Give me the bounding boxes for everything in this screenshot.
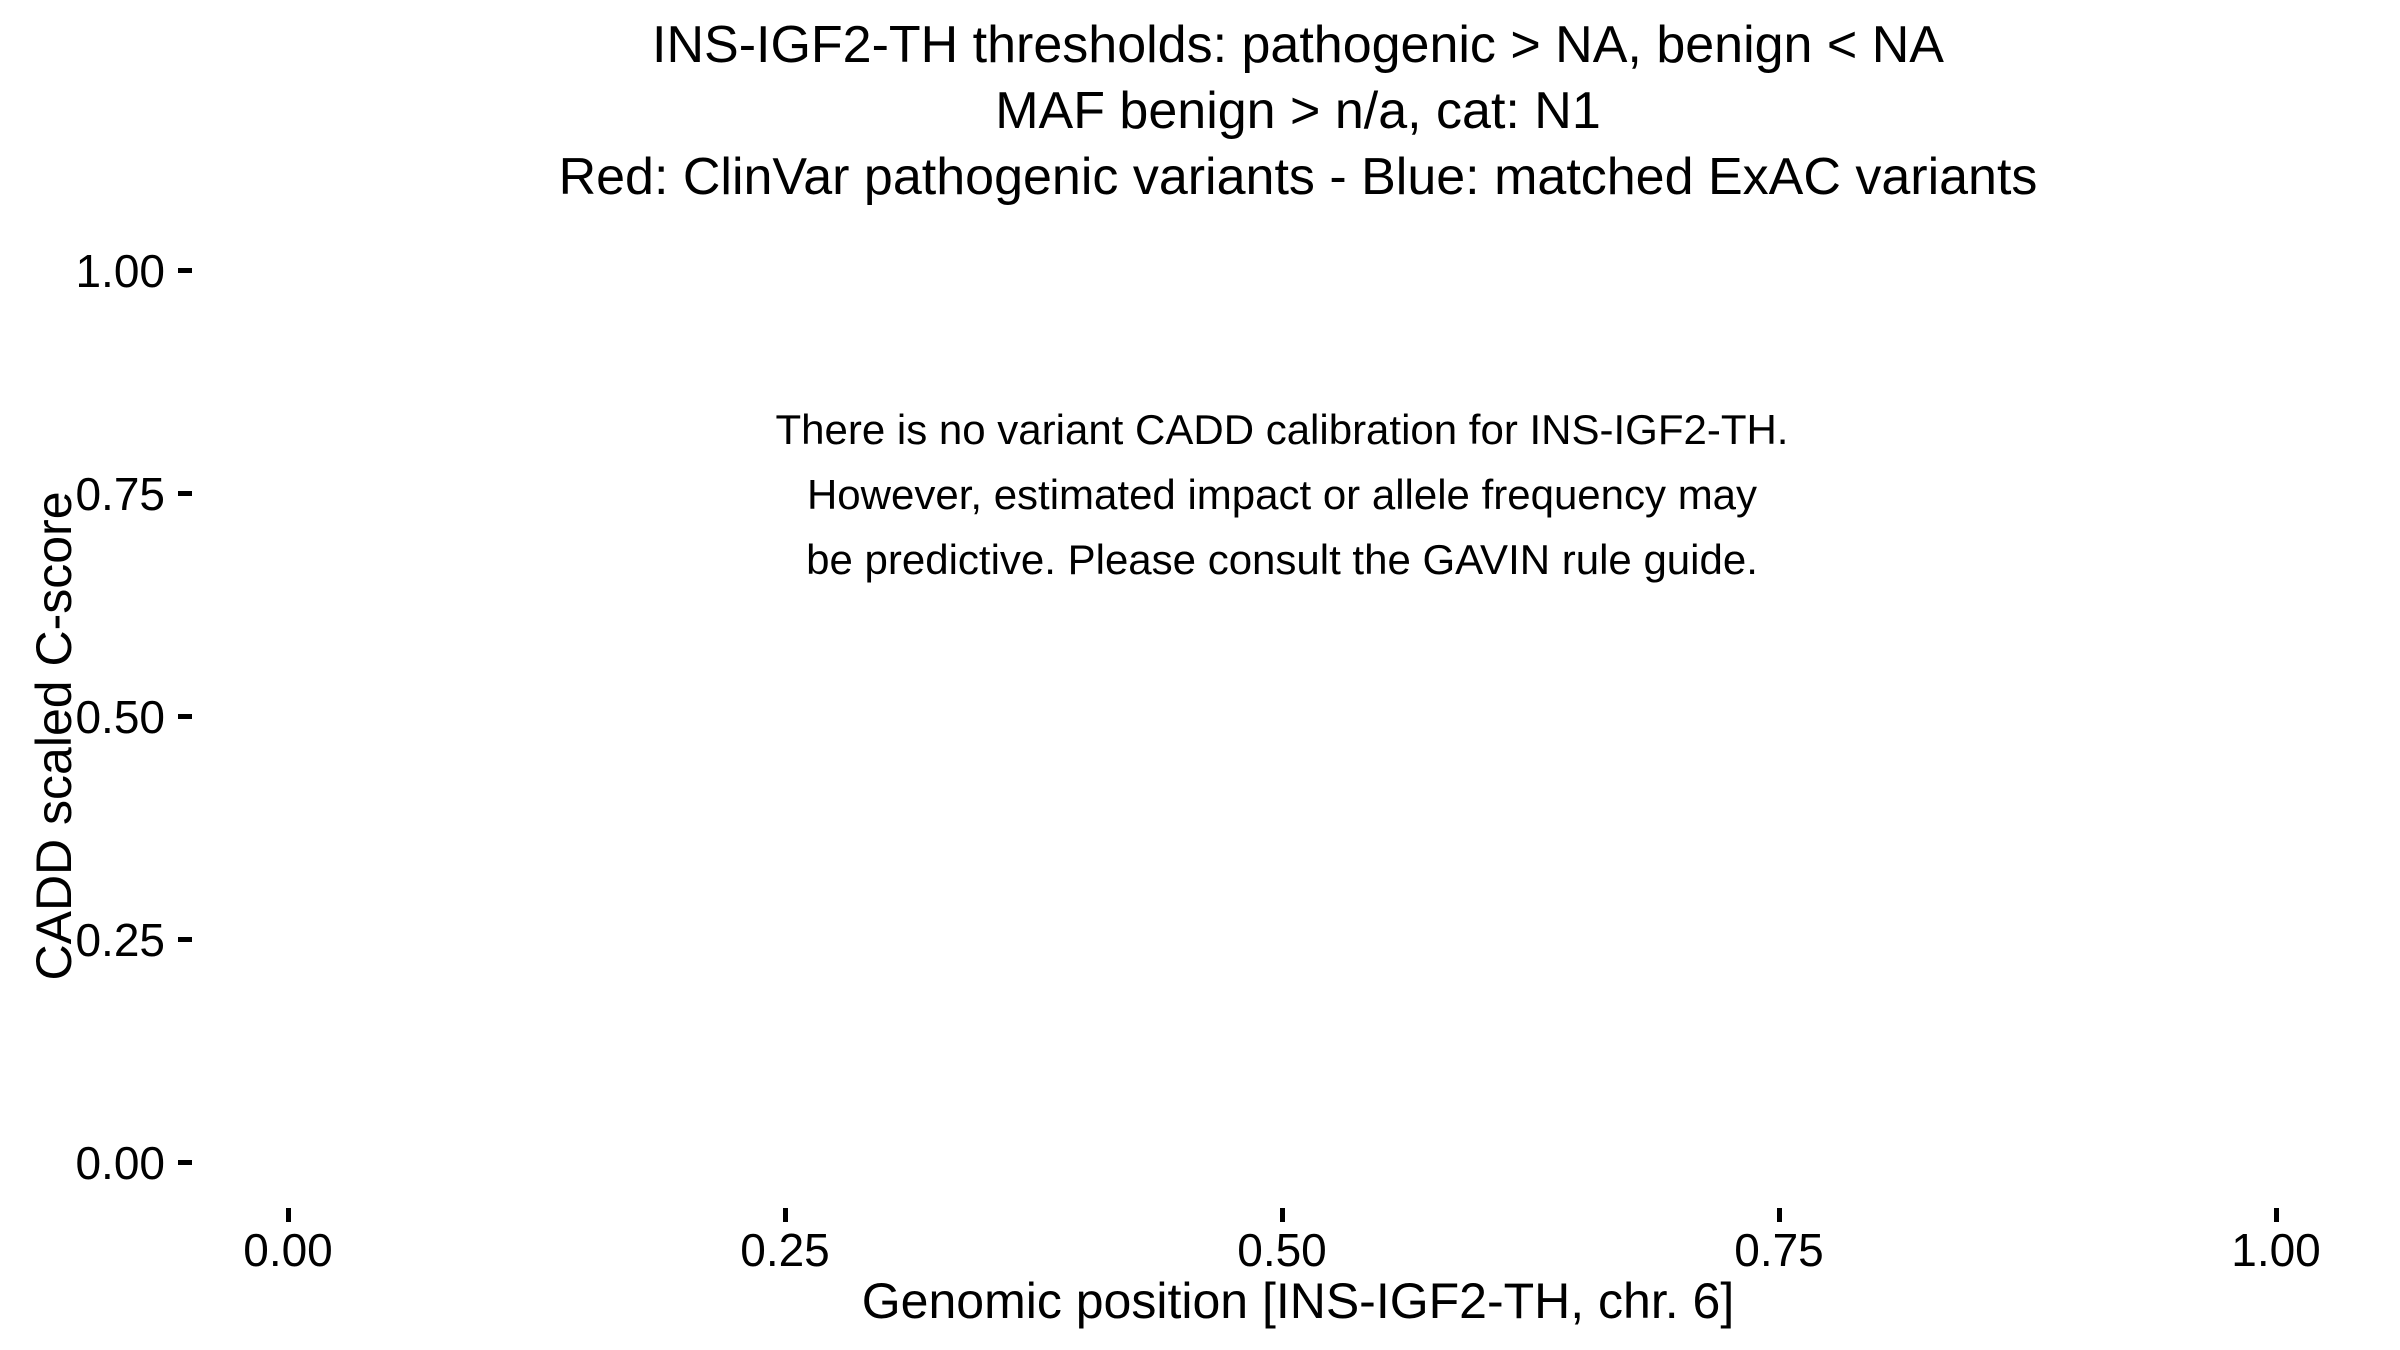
y-tick-mark xyxy=(178,937,192,942)
x-axis-title: Genomic position [INS-IGF2-TH, chr. 6] xyxy=(861,1273,1735,1329)
chart-title-line-2: MAF benign > n/a, cat: N1 xyxy=(995,82,1601,140)
x-tick-label: 0.75 xyxy=(1734,1224,1824,1276)
y-tick-label: 1.00 xyxy=(75,245,165,297)
x-tick-label: 0.00 xyxy=(243,1224,333,1276)
x-tick-mark xyxy=(1280,1208,1285,1222)
y-tick-mark xyxy=(178,491,192,496)
y-tick-label: 0.75 xyxy=(75,468,165,520)
x-tick-mark xyxy=(1777,1208,1782,1222)
no-calibration-annotation xyxy=(382,397,2182,592)
x-tick-mark xyxy=(286,1208,291,1222)
y-tick-mark xyxy=(178,714,192,719)
x-tick-label: 0.25 xyxy=(740,1224,830,1276)
annotation-line-1: There is no variant CADD calibration for INS-IGF2-TH. xyxy=(775,406,1789,453)
x-tick-mark xyxy=(2274,1208,2279,1222)
chart-title-line-1: INS-IGF2-TH thresholds: pathogenic > NA, benign < NA xyxy=(652,16,1944,74)
annotation-line-2: However, estimated impact or allele frequency may xyxy=(806,471,1758,518)
annotation-line-3: be predictive. Please consult the GAVIN rule guide. xyxy=(806,536,1758,583)
x-tick-label: 0.50 xyxy=(1237,1224,1327,1276)
y-tick-mark xyxy=(178,268,192,273)
y-tick-label: 0.50 xyxy=(75,691,165,743)
chart-title xyxy=(196,12,2400,210)
y-tick-mark xyxy=(178,1160,192,1165)
y-axis-title: CADD scaled C-score xyxy=(26,491,82,981)
y-tick-label: 0.00 xyxy=(75,1137,165,1189)
x-tick-mark xyxy=(783,1208,788,1222)
plot-panel xyxy=(196,228,2400,1206)
chart-title-line-3: Red: ClinVar pathogenic variants - Blue: matched ExAC variants xyxy=(558,148,2038,206)
x-tick-label: 1.00 xyxy=(2231,1224,2321,1276)
y-tick-label: 0.25 xyxy=(75,914,165,966)
